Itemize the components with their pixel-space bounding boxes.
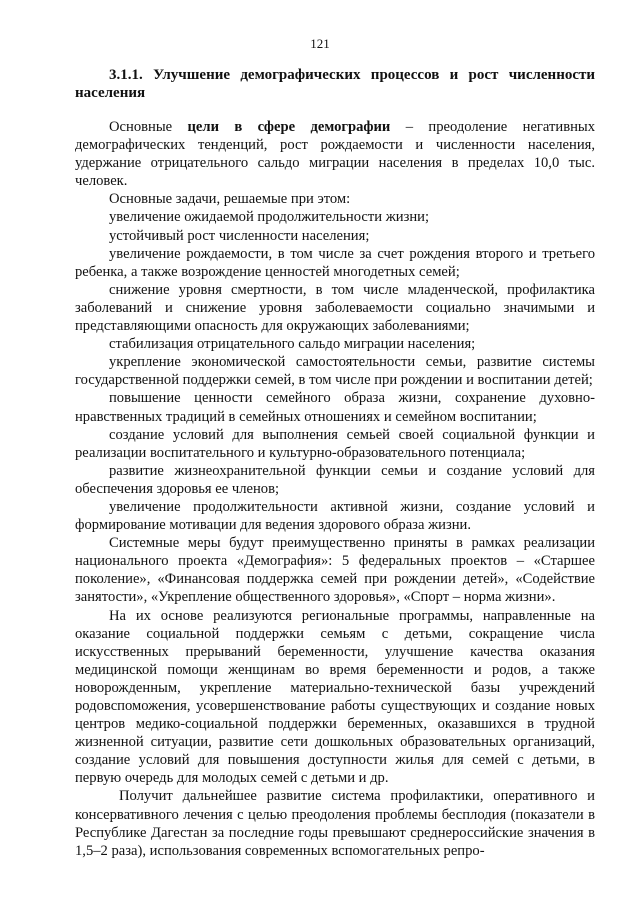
task-item: создание условий для выполнения семьей своей социальной функции и реализации воспитательного и культурно-образовательного потенциала; — [75, 426, 595, 461]
intro-bold: цели в сфере демографии — [187, 119, 391, 135]
task-item: устойчивый рост численности населения; — [109, 227, 370, 244]
section-number: 3.1.1. — [109, 67, 143, 83]
task-item: развитие жизнеохранительной функции семьи и создание условий для обеспечения здоровья ее членов; — [75, 462, 595, 497]
section-title: Улучшение демографических процессов и рост численности населения — [75, 67, 596, 101]
page-number: 121 — [310, 36, 330, 51]
section-heading — [75, 66, 595, 102]
body-paragraph: На их основе реализуются региональные программы, направленные на оказание социальной поддержки семьям с детьми, сокращение числа искусственных прерываний беременности, улучшение качества оказания медицинской помощи женщинам во время беременности и родов, а также новорожденным, укрепление материально-технической базы учреждений родовспоможения, усовершенствование работы существующих и создание новых центров медико-социальной поддержки беременных, оказавшихся в трудной жизненной ситуации, развитие сети дошкольных образовательных организаций, создание условий для повышения доступности жилья для семей с детьми, в первую очередь для молодых семей с детьми и др. — [75, 607, 595, 787]
intro-rest: – преодоление негативных демографических тенденций, рост рождаемости и численности населения, удержание отрицательного сальдо миграции населения в пределах 10,0 тыс. человек. — [75, 119, 596, 190]
task-item: стабилизация отрицательного сальдо миграции населения; — [109, 336, 476, 353]
task-item: снижение уровня смертности, в том числе младенческой, профилактика заболеваний и снижение уровня заболеваемости социально значимыми и представляющими опасность для окружающих заболеваниями; — [75, 281, 595, 335]
task-item: повышение ценности семейного образа жизни, сохранение духовно-нравственных традиций в семейных отношениях и семейном воспитании; — [75, 390, 595, 425]
task-item: укрепление экономической самостоятельности семьи, развитие системы государственной поддержки семей, в том числе при рождении и воспитании детей; — [75, 354, 595, 389]
tasks-intro: Основные задачи, решаемые при этом: — [109, 191, 351, 208]
body-paragraph: Системные меры будут преимущественно приняты в рамках реализации национального проекта «Демография»: 5 федеральных проектов – «Старшее поколение», «Финансовая поддержка семей при рождении детей», «Содействие занятости», «Укрепление общественного здоровья», «Спорт – норма жизни». — [75, 535, 595, 606]
task-item: увеличение ожидаемой продолжительности жизни; — [109, 209, 430, 226]
intro-lead: Основные — [109, 119, 188, 135]
intro-paragraph — [75, 118, 595, 190]
task-item: увеличение продолжительности активной жизни, создание условий и формирование мотивации для ведения здорового образа жизни. — [75, 498, 595, 534]
document-body — [75, 118, 595, 860]
task-item: увеличение рождаемости, в том числе за счет рождения второго и третьего ребенка, а также возрождение ценностей многодетных семей; — [75, 245, 595, 280]
body-paragraph: Получит дальнейшее развитие система профилактики, оперативного и консервативного лечения с целью преодоления проблемы бесплодия (показатели в Республике Дагестан за последние годы превышают среднероссийские значения в 1,5–2 раза), использования современных вспомогательных репро- — [75, 788, 595, 859]
